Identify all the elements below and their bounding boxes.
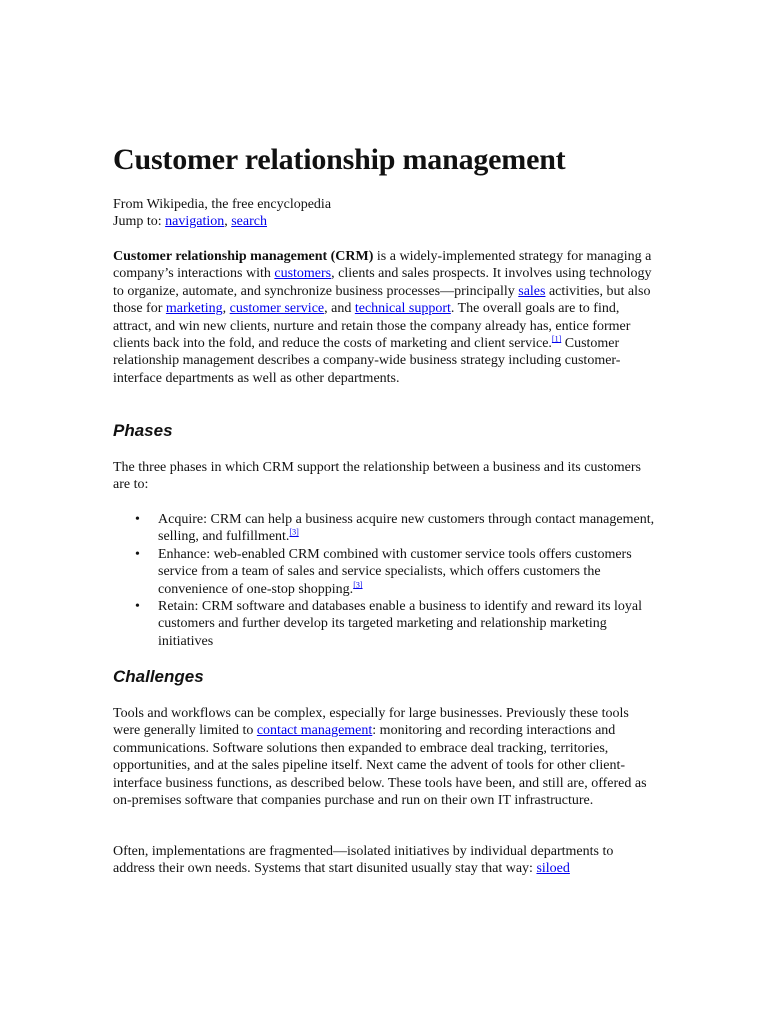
- list-item-text: Enhance: web-enabled CRM combined with customer service tools offers customers service from a team of sales and service specialists, which offers customers the convenience of one-stop shopping.: [158, 546, 632, 597]
- intro-bold-term: Customer relationship management (CRM): [113, 249, 374, 264]
- navigation-link[interactable]: navigation: [165, 214, 225, 230]
- customer-service-link[interactable]: customer service: [229, 301, 325, 317]
- siloed-link[interactable]: siloed: [536, 861, 570, 877]
- jump-separator: ,: [224, 214, 232, 230]
- intro-text-2: , clients and sales prospects. It involves using technology to organize, automate, and synchronize business processes—principally: [113, 266, 652, 299]
- page-title: Customer relationship management: [113, 143, 566, 176]
- jump-to-line: [113, 213, 658, 230]
- challenges-heading: Challenges: [113, 667, 204, 686]
- phases-heading: Phases: [113, 421, 173, 440]
- reference-1-link[interactable]: [1]: [551, 334, 562, 344]
- bullet-icon: •: [135, 599, 140, 615]
- challenges-p1-text-a: Tools and workflows can be complex, especially for large businesses. Previously these tools were generally limited to: [113, 706, 629, 739]
- bullet-icon: •: [135, 546, 140, 562]
- list-item: [113, 598, 658, 650]
- reference-3-link[interactable]: [3]: [353, 579, 363, 589]
- list-item-text: Acquire: CRM can help a business acquire new customers through contact management, selling, and fulfillment.: [158, 512, 655, 545]
- list-item: [113, 511, 658, 546]
- challenges-paragraph-2: [113, 843, 658, 878]
- sales-link[interactable]: sales: [518, 283, 546, 299]
- challenges-paragraph-1: [113, 705, 658, 809]
- customers-link[interactable]: customers: [274, 266, 332, 282]
- marketing-link[interactable]: marketing: [165, 301, 223, 317]
- intro-text-6: . The overall goals are to find, attract, and win new clients, nurture and retain those the company already has, entice former clients back into the fold, and reduce the costs of marketing and client service.: [113, 301, 631, 352]
- bullet-icon: •: [135, 512, 140, 527]
- search-link[interactable]: search: [231, 214, 267, 230]
- intro-paragraph: [113, 248, 658, 387]
- list-item: [113, 546, 658, 598]
- challenges-p1-text-b: : monitoring and recording interactions and communications. Software solutions then expanded to embrace deal tracking, territories, opportunities, and at the sales pipeline itself. Next came the advent of tools for other client-interface business functions, as described below. These tools have been, and still are, offered as on-premises software that companies purchase and run on their own IT infrastructure.: [113, 723, 647, 809]
- contact-management-link[interactable]: contact management: [256, 723, 373, 739]
- intro-text-4: ,: [222, 301, 230, 317]
- list-item-text: Retain: CRM software and databases enable a business to identify and reward its loyal customers and further develop its targeted marketing and relationship marketing initiatives: [158, 599, 643, 649]
- intro-text-5: , and: [324, 301, 355, 317]
- article-subtitle-block: [113, 196, 658, 231]
- from-line: From Wikipedia, the free encyclopedia: [113, 197, 332, 212]
- phases-paragraph: The three phases in which CRM support the relationship between a business and its customers are to:: [113, 460, 642, 493]
- intro-text-7: Customer relationship management describes a company-wide business strategy including customer-interface departments as well as other departments.: [113, 336, 621, 386]
- technical-support-link[interactable]: technical support: [354, 301, 451, 317]
- intro-text-1: is a widely-implemented strategy for managing a company’s interactions with: [113, 249, 652, 282]
- challenges-p2-text-a: Often, implementations are fragmented—isolated initiatives by individual departments to address their own needs. Systems that start disunited usually stay that way:: [113, 844, 614, 877]
- jump-prefix: Jump to:: [113, 214, 166, 230]
- reference-3-link[interactable]: [3]: [289, 527, 299, 537]
- intro-text-3: activities, but also those for: [113, 283, 651, 317]
- phases-list: [113, 511, 658, 650]
